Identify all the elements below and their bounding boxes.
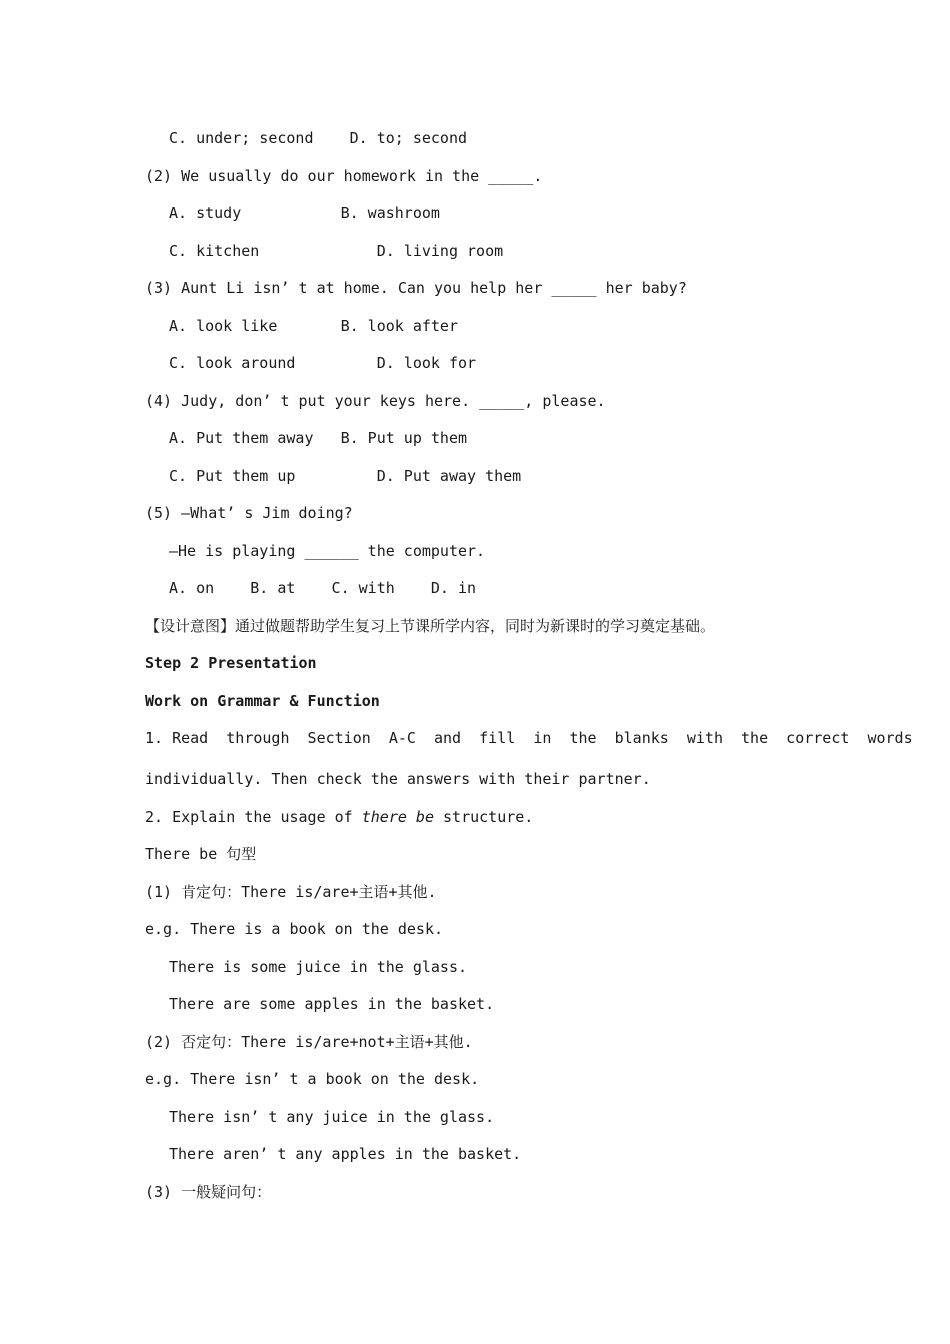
negative-example-1: e.g. There isn’ t a book on the desk. (145, 1070, 480, 1088)
q3-options-ab: A. look like B. look after (169, 317, 458, 335)
q1-options-cd: C. under; second D. to; second (169, 129, 468, 147)
q3-question: (3) Aunt Li isn’ t at home. Can you help her _____ her baby? (145, 279, 687, 297)
negative-rule: (2) 否定句：There is/are+not+主语+其他. (145, 1033, 473, 1051)
q2-options-ab: A. study B. washroom (169, 204, 440, 222)
item2-italic: there be (361, 808, 434, 826)
item1-line2: individually. Then check the answers with their partner. (145, 770, 651, 788)
item2-post: structure. (434, 808, 534, 826)
q5-answer-line: —He is playing ______ the computer. (169, 542, 486, 560)
q4-question: (4) Judy, don’ t put your keys here. _____, please. (145, 392, 606, 410)
affirmative-example-2: There is some juice in the glass. (169, 958, 468, 976)
there-be-heading: There be 句型 (145, 845, 257, 863)
item2-pre: 2. Explain the usage of (145, 808, 362, 826)
affirmative-example-1: e.g. There is a book on the desk. (145, 920, 444, 938)
step2-title: Step 2 Presentation (145, 654, 317, 672)
q4-options-ab: A. Put them away B. Put up them (169, 429, 468, 447)
negative-example-3: There aren’ t any apples in the basket. (169, 1145, 522, 1163)
q2-question: (2) We usually do our homework in the _____. (145, 167, 543, 185)
q5-question: (5) —What’ s Jim doing? (145, 504, 353, 522)
q4-options-cd: C. Put them up D. Put away them (169, 467, 522, 485)
item2 (145, 807, 533, 827)
affirmative-example-3: There are some apples in the basket. (169, 995, 495, 1013)
q5-options: A. on B. at C. with D. in (169, 579, 477, 597)
q2-options-cd: C. kitchen D. living room (169, 242, 504, 260)
design-intent-note: 【设计意图】通过做题帮助学生复习上节课所学内容，同时为新课时的学习奠定基础。 (145, 617, 716, 635)
negative-example-2: There isn’ t any juice in the glass. (169, 1108, 495, 1126)
question-form-heading: (3) 一般疑问句： (145, 1183, 272, 1201)
grammar-function-subheading: Work on Grammar & Function (145, 692, 380, 710)
item1-line1: 1. Read through Section A-C and fill in the blanks with the correct words (145, 729, 913, 747)
affirmative-rule: (1) 肯定句：There is/are+主语+其他. (145, 883, 437, 901)
q3-options-cd: C. look around D. look for (169, 354, 477, 372)
